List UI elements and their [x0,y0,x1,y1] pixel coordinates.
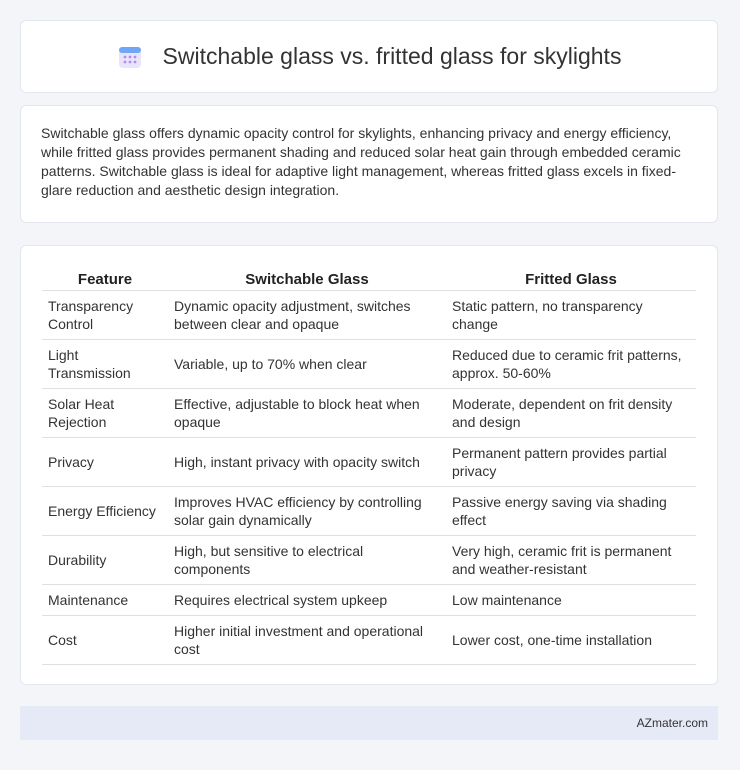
footer [20,706,718,740]
fritted-cell: Lower cost, one-time installation [446,616,696,665]
table-row [42,616,696,665]
fritted-cell: Reduced due to ceramic frit patterns, approx. 50-60% [446,340,696,389]
switchable-cell: Requires electrical system upkeep [168,585,446,616]
feature-cell: Solar Heat Rejection [42,389,168,438]
feature-cell: Light Transmission [42,340,168,389]
feature-cell: Energy Efficiency [42,487,168,536]
table-row [42,487,696,536]
table-row [42,585,696,616]
switchable-cell: Variable, up to 70% when clear [168,340,446,389]
switchable-cell: Higher initial investment and operational cost [168,616,446,665]
switchable-cell: High, but sensitive to electrical components [168,536,446,585]
feature-cell: Transparency Control [42,291,168,340]
fritted-cell: Static pattern, no transparency change [446,291,696,340]
summary-card [20,105,718,223]
switchable-cell: Effective, adjustable to block heat when opaque [168,389,446,438]
comparison-table [42,266,696,665]
switchable-cell: Improves HVAC efficiency by controlling solar gain dynamically [168,487,446,536]
column-header-switchable: Switchable Glass [168,266,446,291]
feature-cell: Durability [42,536,168,585]
table-row [42,389,696,438]
fritted-cell: Permanent pattern provides partial privacy [446,438,696,487]
switchable-cell: Dynamic opacity adjustment, switches between clear and opaque [168,291,446,340]
feature-cell: Maintenance [42,585,168,616]
table-header-row [42,266,696,291]
footer-source: AZmater.com [636,716,708,730]
fritted-cell: Passive energy saving via shading effect [446,487,696,536]
table-row [42,291,696,340]
fritted-cell: Very high, ceramic frit is permanent and weather-resistant [446,536,696,585]
feature-cell: Privacy [42,438,168,487]
switchable-cell: High, instant privacy with opacity switch [168,438,446,487]
table-row [42,438,696,487]
title-card [20,20,718,93]
table-row [42,536,696,585]
comparison-table-card [20,245,718,685]
column-header-feature: Feature [42,266,168,291]
fritted-cell: Low maintenance [446,585,696,616]
calendar-icon [117,44,143,70]
summary-text: Switchable glass offers dynamic opacity control for skylights, enhancing privacy and energy efficiency, while fritted glass provides permanent shading and reduced solar heat gain through embedded ceramic patterns. Switchable glass is ideal for adaptive light management, whereas fritted glass excels in fixed-glare reduction and aesthetic design integration. [41,125,681,198]
page-title: Switchable glass vs. fritted glass for skylights [162,43,622,69]
feature-cell: Cost [42,616,168,665]
column-header-fritted: Fritted Glass [446,266,696,291]
table-row [42,340,696,389]
fritted-cell: Moderate, dependent on frit density and design [446,389,696,438]
